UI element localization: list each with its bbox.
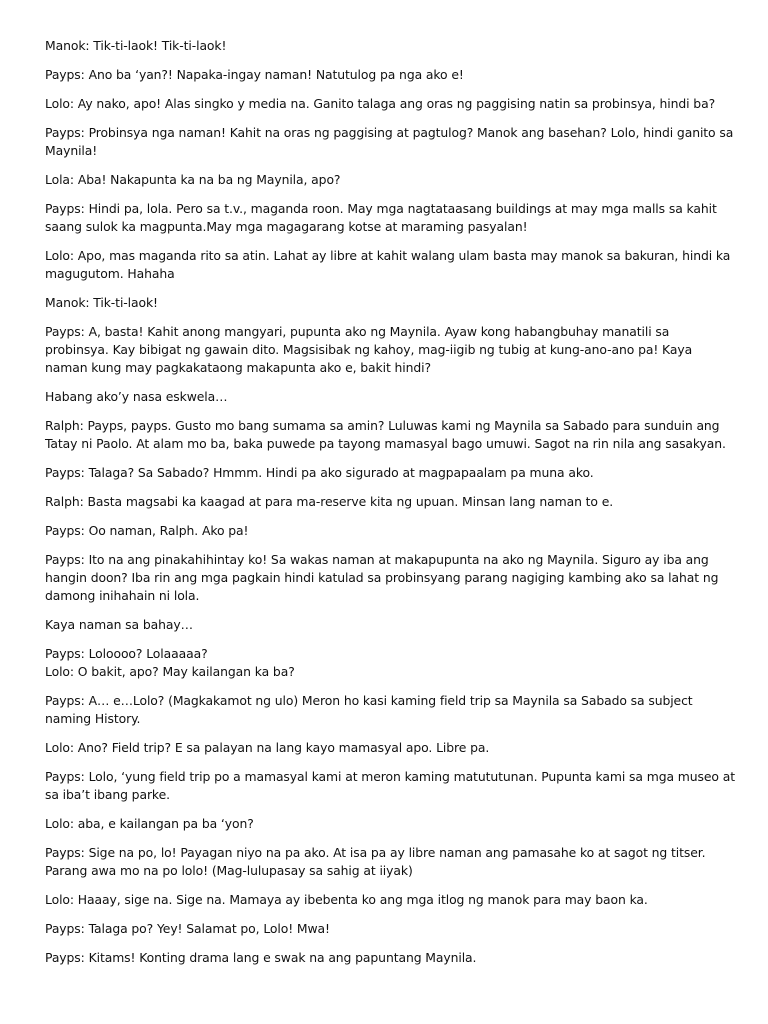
- paragraph: Payps: Ano ba ‘yan?! Napaka-ingay naman! Natutulog pa nga ako e!: [45, 67, 464, 82]
- paragraph: Lola: Aba! Nakapunta ka na ba ng Maynila, apo?: [45, 172, 341, 187]
- paragraph: Lolo: aba, e kailangan pa ba ‘yon?: [45, 816, 254, 831]
- paragraph: Payps: Kitams! Konting drama lang e swak na ang papuntang Maynila.: [45, 950, 477, 965]
- paragraph: Lolo: Haaay, sige na. Sige na. Mamaya ay ibebenta ko ang mga itlog ng manok para may baon ka.: [45, 892, 648, 907]
- paragraph: Habang ako’y nasa eskwela…: [45, 389, 228, 404]
- paragraph: Payps: Loloooo? Lolaaaaa? Lolo: O bakit, apo? May kailangan ka ba?: [45, 646, 295, 679]
- paragraph: Kaya naman sa bahay…: [45, 617, 193, 632]
- paragraph: Manok: Tik-ti-laok! Tik-ti-laok!: [45, 38, 227, 53]
- paragraph: Ralph: Payps, payps. Gusto mo bang sumama sa amin? Luluwas kami ng Maynila sa Sabado para sunduin ang Tatay ni Paolo. At alam mo ba, baka puwede pa tayong mamasyal bago umuwi. Sagot na rin nila ang sasakyan.: [45, 418, 726, 451]
- paragraph: Payps: Oo naman, Ralph. Ako pa!: [45, 523, 249, 538]
- paragraph: Payps: Ito na ang pinakahihintay ko! Sa wakas naman at makapupunta na ako ng Maynila. Siguro ay iba ang hangin doon? Iba rin ang mga pagkain hindi katulad sa probinsyang parang nagiging kambing ako sa lahat ng damong inihahain ni lola.: [45, 552, 719, 603]
- paragraph: Payps: Hindi pa, lola. Pero sa t.v., maganda roon. May mga nagtataasang buildings at may mga malls sa kahit saang sulok ka magpunta.May mga magagarang kotse at maraming pasyalan!: [45, 201, 717, 234]
- paragraph: Payps: A, basta! Kahit anong mangyari, pupunta ako ng Maynila. Ayaw kong habangbuhay manatili sa probinsya. Kay bibigat ng gawain dito. Magsisibak ng kahoy, mag-iigib ng tubig at kung-ano-ano pa! Kaya naman kung may pagkakataong makapunta ako e, bakit hindi?: [45, 324, 693, 375]
- paragraph: Manok: Tik-ti-laok!: [45, 295, 158, 310]
- paragraph: Lolo: Ay nako, apo! Alas singko y media na. Ganito talaga ang oras ng paggising natin sa probinsya, hindi ba?: [45, 96, 716, 111]
- paragraph: Lolo: Ano? Field trip? E sa palayan na lang kayo mamasyal apo. Libre pa.: [45, 740, 490, 755]
- paragraph: Payps: Probinsya nga naman! Kahit na oras ng paggising at pagtulog? Manok ang basehan? Lolo, hindi ganito sa Maynila!: [45, 125, 734, 158]
- paragraph: Payps: Lolo, ‘yung field trip po a mamasyal kami at meron kaming matututunan. Pupunta kami sa mga museo at sa iba’t ibang parke.: [45, 769, 735, 802]
- paragraph: Lolo: Apo, mas maganda rito sa atin. Lahat ay libre at kahit walang ulam basta may manok sa bakuran, hindi ka magugutom. Hahaha: [45, 248, 731, 281]
- paragraph: Payps: A… e…Lolo? (Magkakamot ng ulo) Meron ho kasi kaming field trip sa Maynila sa Sabado sa subject naming History.: [45, 693, 693, 726]
- paragraph: Payps: Talaga? Sa Sabado? Hmmm. Hindi pa ako sigurado at magpapaalam pa muna ako.: [45, 465, 594, 480]
- paragraph: Ralph: Basta magsabi ka kaagad at para ma-reserve kita ng upuan. Minsan lang naman to e.: [45, 494, 614, 509]
- paragraph: Payps: Sige na po, lo! Payagan niyo na pa ako. At isa pa ay libre naman ang pamasahe ko at sagot ng titser. Parang awa mo na po lolo! (Mag-lulupasay sa sahig at iiyak): [45, 845, 706, 878]
- document-page: [45, 37, 735, 978]
- paragraph: Payps: Talaga po? Yey! Salamat po, Lolo! Mwa!: [45, 921, 330, 936]
